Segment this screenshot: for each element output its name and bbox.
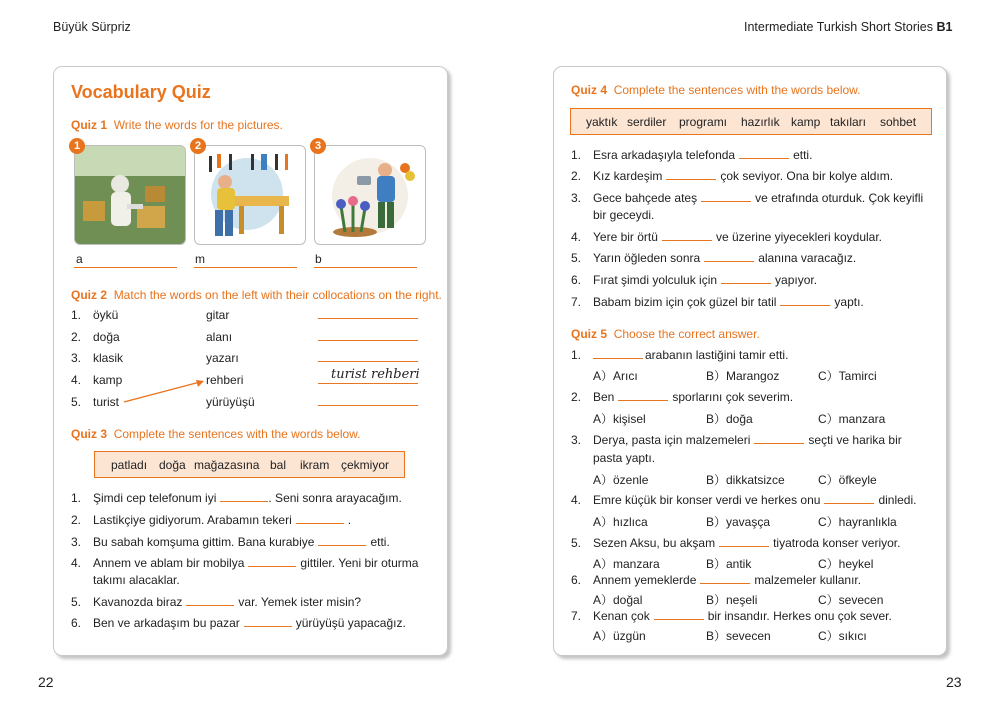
- carpenter-icon: [195, 146, 305, 244]
- quiz5-item-1: 1. arabanın lastiğini tamir etti.: [571, 348, 789, 362]
- quiz5-item-7: 7. Kenan çok bir insandır. Herkes onu çok sever.: [571, 609, 892, 623]
- picture-badge-3: 3: [310, 138, 326, 154]
- quiz2-instruction: Match the words on the left with their collocations on the right.: [113, 288, 442, 302]
- option-b[interactable]: B）sevecen: [706, 629, 771, 643]
- word-kamp: kamp: [791, 115, 821, 129]
- word-ikram: ikram: [300, 458, 330, 472]
- quiz4-item-3: 3. Gece bahçede ateş ve etrafında oturduk. Çok keyifli: [571, 191, 924, 205]
- quiz5-item-5: 5. Sezen Aksu, bu akşam tiyatroda konser veriyor.: [571, 536, 901, 550]
- quiz5-heading: [571, 327, 760, 341]
- quiz5-number: Quiz 5: [571, 327, 608, 341]
- word-takilari: takıları: [830, 115, 867, 129]
- quiz3-item-6: 6. Ben ve arkadaşım bu pazar yürüyüşü yapacağız.: [71, 616, 406, 630]
- word-sohbet: sohbet: [880, 115, 917, 129]
- fill-blank[interactable]: [662, 230, 712, 241]
- collocation-yuruyusu: yürüyüşü: [206, 395, 255, 409]
- quiz3-item-3: 3. Bu sabah komşuma gittim. Bana kurabiye etti.: [71, 535, 390, 549]
- option-c[interactable]: C）öfkeyle: [818, 473, 877, 487]
- option-c[interactable]: C）hayranlıkla: [818, 515, 897, 529]
- answer-letter-b: b: [315, 252, 322, 266]
- quiz5-item-3-cont: pasta yaptı.: [593, 451, 656, 465]
- word-hazirlik: hazırlık: [741, 115, 780, 129]
- collocation-yazari: yazarı: [206, 351, 239, 365]
- beekeeper-icon: [75, 146, 185, 244]
- answer-letter-a: a: [76, 252, 83, 266]
- quiz3-item-4: 4. Annem ve ablam bir mobilya gittiler. Yeni bir oturma: [71, 556, 419, 570]
- option-c[interactable]: C）Tamirci: [818, 369, 877, 383]
- fill-blank[interactable]: [248, 556, 296, 567]
- fill-blank[interactable]: [318, 535, 366, 546]
- option-a[interactable]: A）üzgün: [593, 629, 646, 643]
- fill-blank[interactable]: [700, 573, 750, 584]
- answer-line-3[interactable]: [314, 267, 417, 268]
- word-yaktik: yaktık: [586, 115, 618, 129]
- quiz5-instruction: Choose the correct answer.: [613, 327, 760, 341]
- carpenter-picture: [194, 145, 306, 245]
- quiz2-row-3: 3. klasik: [71, 351, 124, 365]
- book-title: Intermediate Turkish Short Stories: [744, 20, 933, 34]
- collocation-gitar: gitar: [206, 308, 230, 322]
- option-b[interactable]: B）neşeli: [706, 593, 758, 607]
- option-b[interactable]: B）dikkatsizce: [706, 473, 785, 487]
- quiz3-word-box: [94, 451, 405, 478]
- word-magazasina: mağazasına: [194, 458, 260, 472]
- quiz2-heading: [71, 288, 442, 302]
- fill-blank[interactable]: [296, 513, 344, 524]
- quiz3-item-1: 1. Şimdi cep telefonum iyi . Seni sonra arayacağım.: [71, 491, 402, 505]
- fill-blank[interactable]: [220, 491, 268, 502]
- fill-blank[interactable]: [824, 493, 874, 504]
- match-line-4[interactable]: [318, 383, 418, 384]
- running-header-right: [744, 20, 952, 34]
- option-a[interactable]: A）kişisel: [593, 412, 646, 426]
- quiz3-instruction: Complete the sentences with the words below.: [113, 427, 361, 441]
- fill-blank[interactable]: [186, 595, 234, 606]
- quiz3-item-2: 2. Lastikçiye gidiyorum. Arabamın tekeri .: [71, 513, 352, 527]
- gardener-icon: [315, 146, 425, 244]
- quiz5-item-6: 6. Annem yemeklerde malzemeler kullanır.: [571, 573, 862, 587]
- picture-badge-2: 2: [190, 138, 206, 154]
- fill-blank[interactable]: [780, 295, 830, 306]
- match-line-5[interactable]: [318, 405, 418, 406]
- quiz1-heading: [71, 118, 283, 132]
- page-title: Vocabulary Quiz: [71, 82, 211, 102]
- quiz3-heading: [71, 427, 361, 441]
- fill-blank[interactable]: [739, 148, 789, 159]
- quiz1-instruction: Write the words for the pictures.: [113, 118, 283, 132]
- word-serdiler: serdiler: [627, 115, 667, 129]
- match-line-3[interactable]: [318, 361, 418, 362]
- option-c[interactable]: C）heykel: [818, 557, 874, 571]
- option-b[interactable]: B）antik: [706, 557, 752, 571]
- example-answer: turist rehberi: [331, 367, 420, 382]
- quiz4-item-6: 6. Fırat şimdi yolculuk için yapıyor.: [571, 273, 818, 287]
- answer-letter-m: m: [195, 252, 205, 266]
- quiz4-item-4: 4. Yere bir örtü ve üzerine yiyecekleri koydular.: [571, 230, 883, 244]
- quiz3-item-5: 5. Kavanozda biraz var. Yemek ister misin?: [71, 595, 362, 609]
- quiz4-number: Quiz 4: [571, 83, 608, 97]
- fill-blank[interactable]: [618, 390, 668, 401]
- fill-blank[interactable]: [721, 273, 771, 284]
- option-b[interactable]: B）Marangoz: [706, 369, 780, 383]
- word-cekmiyor: çekmiyor: [341, 458, 390, 472]
- option-c[interactable]: C）sıkıcı: [818, 629, 867, 643]
- fill-blank[interactable]: [666, 169, 716, 180]
- quiz4-instruction: Complete the sentences with the words below.: [613, 83, 861, 97]
- level-label: B1: [936, 20, 953, 34]
- beekeeper-picture: [74, 145, 186, 245]
- quiz3-number: Quiz 3: [71, 427, 108, 441]
- quiz4-item-1: 1. Esra arkadaşıyla telefonda etti.: [571, 148, 813, 162]
- running-header-left: Büyük Sürpriz: [53, 20, 131, 34]
- fill-blank[interactable]: [719, 536, 769, 547]
- option-a[interactable]: A）hızlıca: [593, 515, 648, 529]
- option-a[interactable]: A）doğal: [593, 593, 643, 607]
- quiz5-item-4: 4. Emre küçük bir konser verdi ve herkes onu dinledi.: [571, 493, 917, 507]
- gardener-picture: [314, 145, 426, 245]
- quiz4-item-5: 5. Yarın öğleden sonra alanına varacağız.: [571, 251, 857, 265]
- word-doga: doğa: [159, 458, 186, 472]
- match-line-2[interactable]: [318, 340, 418, 341]
- option-b[interactable]: B）doğa: [706, 412, 753, 426]
- quiz2-number: Quiz 2: [71, 288, 108, 302]
- option-c[interactable]: C）manzara: [818, 412, 886, 426]
- quiz4-word-box: [570, 108, 932, 135]
- quiz1-number: Quiz 1: [71, 118, 108, 132]
- match-arrow-icon: [120, 376, 210, 406]
- quiz5-item-2: 2. Ben sporlarını çok severim.: [571, 390, 794, 404]
- picture-badge-1: 1: [69, 138, 85, 154]
- answer-line-2[interactable]: [194, 267, 297, 268]
- word-programi: programı: [679, 115, 728, 129]
- word-patladi: patladı: [111, 458, 148, 472]
- answer-line-1[interactable]: [74, 267, 177, 268]
- option-a[interactable]: A）manzara: [593, 557, 660, 571]
- fill-blank[interactable]: [704, 251, 754, 262]
- fill-blank[interactable]: [654, 609, 704, 620]
- fill-blank[interactable]: [244, 616, 292, 627]
- option-c[interactable]: C）sevecen: [818, 593, 884, 607]
- page-number-right: 23: [946, 674, 962, 690]
- option-a[interactable]: A）özenle: [593, 473, 649, 487]
- quiz2-row-1: 1. öykü: [71, 308, 119, 322]
- quiz3-item-4-cont: takımı alacaklar.: [93, 573, 180, 587]
- option-a[interactable]: A）Arıcı: [593, 369, 638, 383]
- quiz5-item-3: 3. Derya, pasta için malzemeleri seçti ve harika bir: [571, 433, 902, 447]
- quiz4-heading: [571, 83, 861, 97]
- quiz2-row-2: 2. doğa: [71, 330, 120, 344]
- quiz4-item-3-cont: bir geceydi.: [593, 208, 655, 222]
- collocation-rehberi: rehberi: [206, 373, 244, 387]
- option-b[interactable]: B）yavaşça: [706, 515, 771, 529]
- page-number-left: 22: [38, 674, 54, 690]
- collocation-alani: alanı: [206, 330, 233, 344]
- quiz2-row-4: 4. kamp: [71, 373, 123, 387]
- quiz4-item-2: 2. Kız kardeşim çok seviyor. Ona bir kolye aldım.: [571, 169, 894, 183]
- fill-blank[interactable]: [701, 191, 751, 202]
- fill-blank[interactable]: [593, 348, 643, 359]
- fill-blank[interactable]: [754, 433, 804, 444]
- quiz2-row-5: 5. turist: [71, 395, 120, 409]
- match-line-1[interactable]: [318, 318, 418, 319]
- word-bal: bal: [270, 458, 287, 472]
- quiz4-item-7: 7. Babam bizim için çok güzel bir tatil yaptı.: [571, 295, 864, 309]
